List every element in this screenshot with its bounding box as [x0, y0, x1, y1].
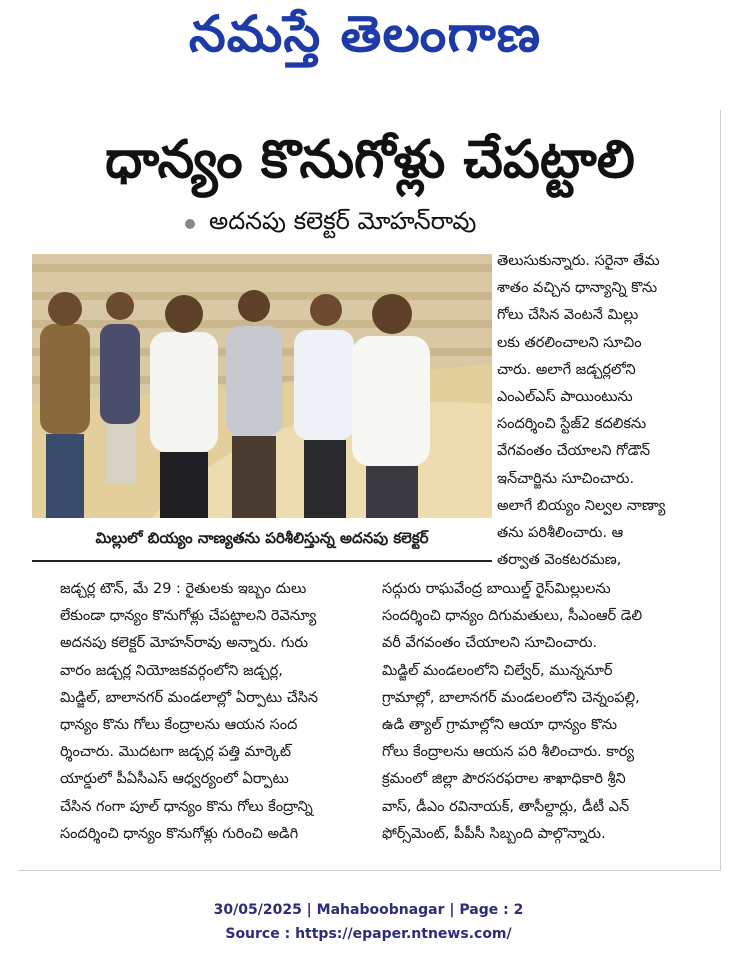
- article-photo: [32, 254, 492, 518]
- text-line: సందర్శించి ధాన్యం దిగుమతులు, సీఎంఆర్ డెలి: [382, 608, 643, 625]
- text-line: లేకుండా ధాన్యం కొనుగోళ్లు చేపట్టాలని రెవెన్యూ: [60, 608, 317, 625]
- article-column-left: [60, 576, 380, 848]
- text-line: లకు తరలించాలని సూచిం: [497, 334, 642, 351]
- text-line: ఫోర్స్‌మెంట్, పీపీసీ సిబ్బంది పాల్గొన్నారు.: [382, 825, 606, 842]
- text-line: ఇన్‌చార్జిను సూచించారు.: [497, 470, 635, 487]
- text-line: గోలు చేసిన వెంటనే మిల్లు: [497, 307, 639, 324]
- article-column-right-bottom: [382, 576, 708, 848]
- text-line: మిడ్జిల్, బాలానగర్ మండలాల్లో ఏర్పాటు చేసిన: [60, 689, 319, 706]
- text-line: గోలు కేంద్రాలను ఆయన పరి శీలించారు. కార్య: [382, 744, 635, 761]
- text-line: చేసిన గంగా పూల్ ధాన్యం కొను గోలు కేంద్రాన్ని: [60, 798, 313, 815]
- text-line: అలాగే బియ్యం నిల్వల నాణ్యా: [497, 497, 666, 514]
- text-line: గ్రామాల్లో, బాలానగర్ మండలంలోని చెన్నంపల్లి,: [382, 689, 640, 706]
- footer-date-edition: 30/05/2025 | Mahaboobnagar | Page : 2: [213, 902, 524, 918]
- text-line: యార్డులో పీఏసీఎస్ ఆధ్వర్యంలో ఏర్పాటు: [60, 771, 289, 788]
- text-line: తను పరిశీలించారు. ఆ: [497, 525, 624, 542]
- text-line: సందర్శించి ధాన్యం కొనుగోళ్లు గురించి అడిగి: [60, 825, 299, 842]
- text-line: అదనపు కలెక్టర్ మోహన్‌రావు అన్నారు. గురు: [60, 635, 309, 652]
- text-line: సందర్శించి స్టేజ్2 కదలికను: [497, 416, 647, 433]
- text-line: సద్గురు రాఘవేంద్ర బాయిల్డ్ రైస్‌మిల్లులను: [382, 581, 611, 597]
- text-line: ధాన్యం కొను గోలు కేంద్రాలను ఆయన సంద: [60, 717, 298, 734]
- text-line: వరీ వేగవంతం చేయాలని సూచించారు.: [382, 635, 598, 652]
- text-line: జడ్చర్ల టౌన్, మే 29 : రైతులకు ఇబ్బం దులు: [60, 581, 307, 597]
- newspaper-masthead: నమస్తే తెలంగాణ: [188, 4, 542, 63]
- article-headline: ధాన్యం కొనుగోళ్లు చేపట్టాలి: [105, 130, 635, 190]
- subheadline-text: అదనపు కలెక్టర్ మోహన్‌రావు: [209, 207, 477, 235]
- text-line: శాతం వచ్చిన ధాన్యాన్ని కొను: [497, 280, 658, 297]
- text-line: ర్శించారు. మొదటగా జడ్చర్ల పత్తి మార్కెట్: [60, 744, 292, 761]
- article-subheadline: [185, 208, 585, 240]
- footer-source-link[interactable]: Source : https://epaper.ntnews.com/: [225, 926, 512, 942]
- text-line: వారం జడ్చర్ల నియోజకవర్గంలోని జడ్చర్ల,: [60, 662, 283, 679]
- photo-caption: మిల్లులో బియ్యం నాణ్యతను పరిశీలిస్తున్న అదనపు కలెక్టర్: [32, 520, 492, 562]
- page-footer: [0, 898, 737, 946]
- text-line: క్రమంలో జిల్లా పౌరసరఫరాల శాఖాధికారి శ్రీని: [382, 771, 626, 788]
- text-line: తెలుసుకున్నారు. సరైనా తేమ: [497, 253, 660, 269]
- bullet-icon: [185, 219, 195, 229]
- text-line: ఎంఎల్ఎస్ పాయింటును: [497, 389, 633, 406]
- text-line: వాస్, డీఎం రవినాయక్, తాసీల్దార్లు, డీటీ ఎన్: [382, 798, 630, 815]
- article-column-right-top: [497, 248, 707, 574]
- text-line: చారు. అలాగే జడ్చర్లలోని: [497, 361, 636, 378]
- text-line: తర్వాత వెంకటరమణ,: [497, 552, 622, 569]
- text-line: వేగవంతం చేయాలని గోడౌన్: [497, 443, 650, 460]
- text-line: మిడ్జిల్ మండలంలోని చిల్వేర్, మున్ననూర్: [382, 662, 613, 679]
- text-line: ఉడి త్యాల్ గ్రామాల్లోని ఆయా ధాన్యం కొను: [382, 717, 617, 734]
